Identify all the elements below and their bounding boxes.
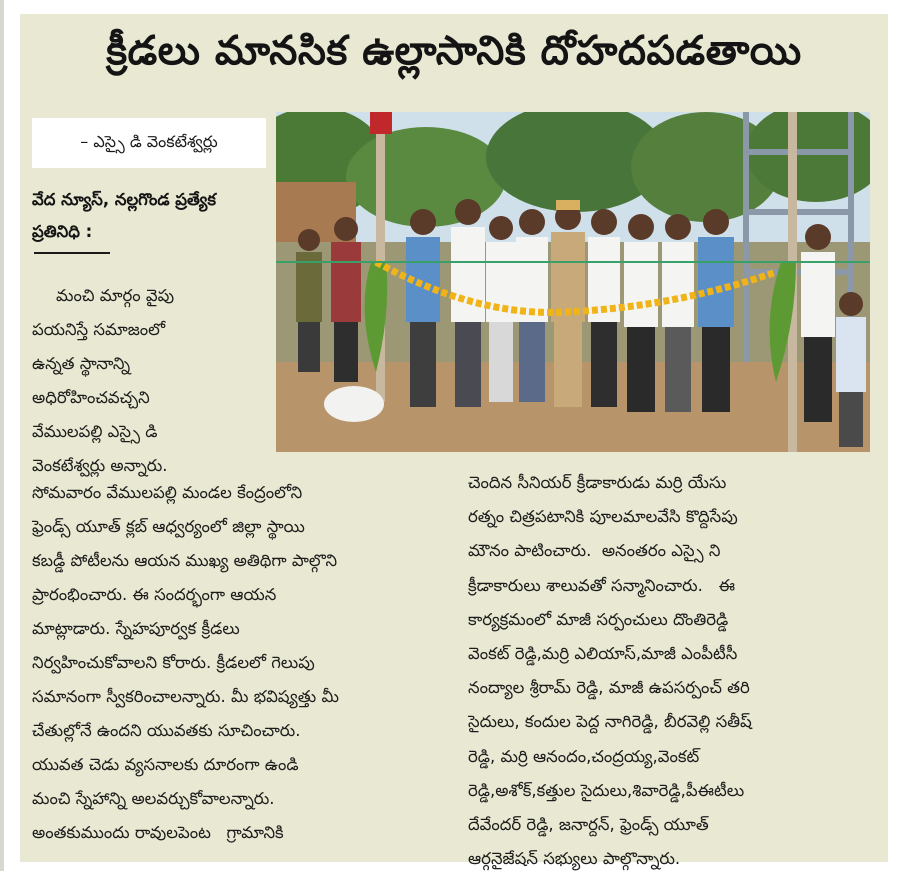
person <box>406 209 440 407</box>
body-line: సమానంగా స్వీకరించాలన్నారు. మీ భవిష్యత్తు మీ <box>32 687 339 706</box>
body-line: ఆర్గనైజేషన్ సభ్యులు పాల్గొన్నారు. <box>468 849 681 869</box>
body-line: మంచి స్నేహాన్ని అలవర్చుకోవాలన్నారు. <box>32 789 275 808</box>
body-line: వెంకట్ రెడ్డి,మర్రి ఎలియాస్,మాజీ ఎంపీటీసీ <box>468 644 738 664</box>
person <box>624 214 658 412</box>
body-line: మంచి మార్గం వైపు <box>56 286 175 305</box>
body-line: రెడ్డి,అశోక్,కత్తుల సైదులు,శివారెడ్డి,పీఈటీలు <box>468 780 745 800</box>
body-line: ఉన్నత స్థానాన్ని <box>32 354 131 373</box>
dateline-line-1: వేద న్యూస్, నల్లగొండ ప్రత్యేక <box>32 190 216 209</box>
body-line: సైదులు, కందుల పెద్ద నాగిరెడ్డి, బీరవెల్లి సతీష్ <box>468 712 752 732</box>
body-line: చెందిన సీనియర్ క్రీడాకారుడు మర్రి యేసు <box>468 473 727 492</box>
article-body-right <box>468 466 884 876</box>
body-line: క్రీడాకారులు శాలువతో సన్మానించారు. ఈ <box>468 575 735 595</box>
body-line: చేతుల్లోనే ఉందని యువతకు సూచించారు. <box>32 721 301 740</box>
article-headline: క్రీడలు మానసిక ఉల్లాసానికి దోహదపడతాయి <box>106 28 802 74</box>
body-line: వేములపల్లి ఎస్సై డి <box>32 422 158 441</box>
body-line: వెంకటేశ్వర్లు అన్నారు. <box>32 456 168 475</box>
person <box>516 209 548 402</box>
article-body-left-top <box>32 279 277 483</box>
body-line: రత్నం చిత్రపటానికి పూలమాలవేసి కొద్దిసేపు <box>468 507 738 527</box>
body-line: మాట్లాడారు. స్నేహపూర్వక క్రీడలు <box>32 619 240 638</box>
body-line: మౌనం పాటించారు. అనంతరం ఎస్సై ని <box>468 541 721 561</box>
body-line: కబడ్డీ పోటీలను ఆయన ముఖ్య అతిథిగా పాల్గొని <box>32 551 338 570</box>
body-line: యువత చెడు వ్యసనాలకు దూరంగా ఉండి <box>32 755 299 774</box>
person <box>698 209 734 412</box>
body-line: దేవేందర్ రెడ్డి, జనార్దన్, ఫ్రెండ్స్ యూత్ <box>468 815 709 835</box>
body-line: సోమవారం వేములపల్లి మండల కేంద్రంలోని <box>32 483 303 502</box>
body-line: పయనిస్తే సమాజంలో <box>32 320 166 339</box>
body-line: అంతకుముందు రావులపెంట గ్రామానికి <box>32 823 284 842</box>
person <box>801 224 835 422</box>
body-line: నిర్వహించుకోవాలని కోరారు. క్రీడలలో గెలుపు <box>32 653 315 672</box>
newspaper-clipping <box>20 14 888 869</box>
person <box>662 214 694 412</box>
body-line: ఫ్రెండ్స్ యూత్ క్లబ్ ఆధ్వర్యంలో జిల్లా స్థాయి <box>32 517 305 536</box>
body-line: రెడ్డి, మర్రి ఆనందం,చంద్రయ్య,వెంకట్ <box>468 746 700 766</box>
body-line: కార్యక్రమంలో మాజీ సర్పంచులు దొంతిరెడ్డి <box>468 609 729 629</box>
dateline-line-2: ప్రతినిధి : <box>32 222 93 241</box>
byline: – ఎస్సై డి వెంకటేశ్వర్లు <box>32 118 266 168</box>
article-body-left-bottom <box>32 476 462 850</box>
dateline-underline <box>34 252 110 254</box>
body-line: అధిరోహించవచ్చని <box>32 388 150 407</box>
news-photo-ribbon-cutting <box>276 112 870 452</box>
dateline <box>32 184 272 248</box>
body-line: ప్రారంభించారు. ఈ సందర్భంగా ఆయన <box>32 585 277 604</box>
photo-illustration <box>276 112 870 452</box>
page-edge-rule <box>0 0 4 871</box>
body-line: నంద్యాల శ్రీరామ్ రెడ్డి, మాజీ ఉపసర్పంచ్ తరి <box>468 678 750 698</box>
